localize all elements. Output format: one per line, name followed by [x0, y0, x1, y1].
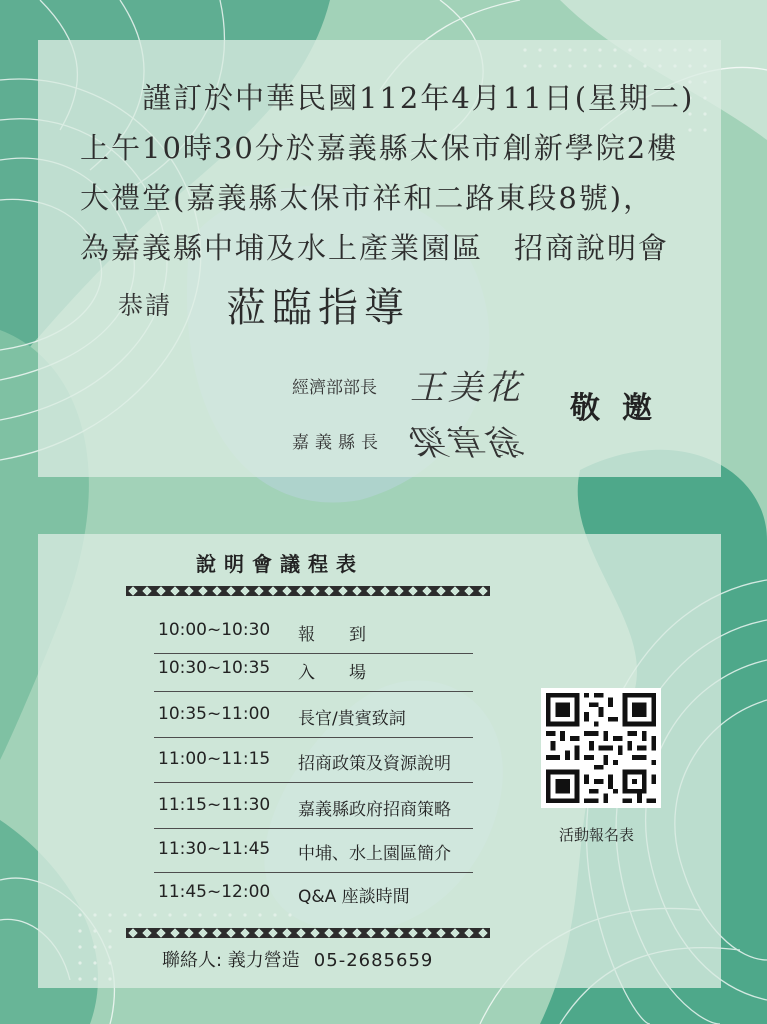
agenda-time: 11:45~12:00	[158, 882, 271, 902]
closing-invite-text: 敬邀	[570, 391, 674, 426]
visit-guidance-text: 蒞臨指導	[226, 285, 410, 331]
invitation-event-line: 為嘉義縣中埔及水上產業園區 招商說明會	[80, 231, 670, 265]
minister-signature: 王美花	[410, 368, 524, 408]
magistrate-title: 嘉義縣長	[292, 433, 384, 453]
agenda-item: 嘉義縣政府招商策略	[298, 800, 451, 820]
agenda-item: 入 場	[298, 663, 366, 683]
agenda-row	[154, 646, 473, 692]
diamond-divider	[126, 586, 490, 596]
agenda-time: 10:35~11:00	[158, 704, 271, 724]
invitation-address-line: 大禮堂(嘉義縣太保市祥和二路東段8號)，	[80, 181, 655, 215]
registration-form-label: 活動報名表	[559, 826, 635, 844]
agenda-row	[154, 827, 473, 873]
diamond-divider	[126, 928, 490, 938]
agenda-title: 說明會議程表	[196, 552, 364, 576]
agenda-row	[154, 692, 473, 738]
agenda-time: 10:30~10:35	[158, 658, 271, 678]
invitation-date-line: 謹訂於中華民國112年4月11日(星期二)	[142, 81, 695, 115]
qr-code-icon[interactable]	[541, 688, 661, 808]
contact-phone: 05-2685659	[313, 950, 434, 971]
respect-label: 恭請	[118, 291, 173, 320]
agenda-item: 長官/貴賓致詞	[298, 709, 406, 729]
invitation-time-venue-line: 上午10時30分於嘉義縣太保市創新學院2樓	[80, 131, 679, 165]
agenda-time: 11:15~11:30	[158, 795, 271, 815]
agenda-row	[154, 870, 473, 915]
agenda-item: 報 到	[298, 625, 366, 645]
agenda-time: 11:30~11:45	[158, 839, 271, 859]
agenda-row	[154, 737, 473, 783]
agenda-item: 中埔、水上園區簡介	[298, 844, 451, 864]
minister-title: 經濟部部長	[292, 378, 377, 398]
agenda-row	[154, 783, 473, 829]
agenda-item: 招商政策及資源說明	[298, 754, 451, 774]
contact-label: 聯絡人: 義力營造	[162, 950, 300, 971]
agenda-item: Q&A 座談時間	[298, 887, 410, 907]
contact-info	[162, 946, 433, 972]
agenda-time: 10:00~10:30	[158, 620, 271, 640]
magistrate-signature: 翁章梁	[407, 424, 529, 464]
agenda-time: 11:00~11:15	[158, 749, 271, 769]
